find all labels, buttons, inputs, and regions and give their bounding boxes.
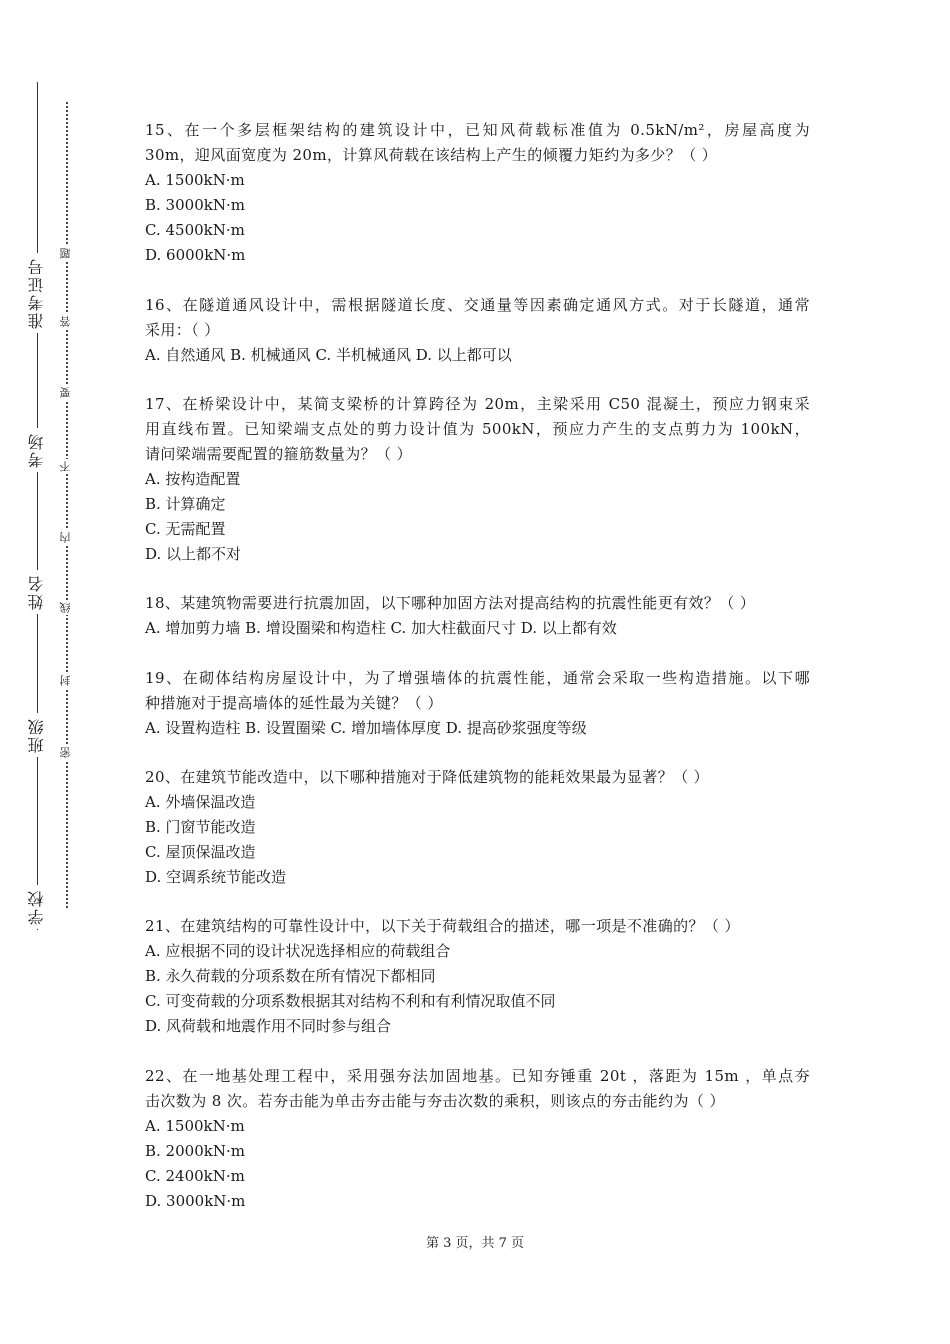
- seal-char: 密: [59, 747, 72, 758]
- question-text: 请问梁端需要配置的箍筋数量为？（ ）: [145, 445, 412, 463]
- question-text: 18、某建筑物需要进行抗震加固，以下哪种加固方法对提高结构的抗震性能更有效？（ ）: [145, 594, 756, 612]
- question-18: [145, 591, 810, 641]
- field-school-label: 学校: [22, 885, 52, 929]
- field-class-label: 班级: [22, 713, 52, 757]
- question-20: [145, 765, 810, 890]
- question-text: 17、在桥梁设计中，某简支梁桥的计算跨径为 20m，主梁采用 C50 混凝土，预应力钢束采: [145, 395, 810, 413]
- option-d: D. 3000kN·m: [145, 1192, 246, 1210]
- option-d: D. 空调系统节能改造: [145, 868, 287, 886]
- options-inline: A. 增加剪力墙 B. 增设圈梁和构造柱 C. 加大柱截面尺寸 D. 以上都有效: [145, 619, 617, 637]
- option-a: A. 1500kN·m: [145, 1117, 245, 1135]
- question-text: 采用：（ ）: [145, 321, 220, 339]
- question-15: [145, 118, 810, 268]
- seal-char: 题: [59, 248, 72, 259]
- question-text: 30m，迎风面宽度为 20m，计算风荷载在该结构上产生的倾覆力矩约为多少？（ ）: [145, 146, 718, 164]
- option-c: C. 屋顶保温改造: [145, 843, 256, 861]
- question-17: [145, 392, 810, 567]
- seal-char: 不: [59, 461, 72, 472]
- question-text: 21、在建筑结构的可靠性设计中，以下关于荷载组合的描述，哪一项是不准确的？（ ）: [145, 917, 740, 935]
- option-a: A. 应根据不同的设计状况选择相应的荷载组合: [145, 942, 451, 960]
- question-22: [145, 1064, 810, 1214]
- question-text: 击次数为 8 次。若夯击能为单击夯击能与夯击次数的乘积，则该点的夯击能约为（ ）: [145, 1092, 725, 1110]
- option-c: C. 无需配置: [145, 520, 226, 538]
- options-inline: A. 设置构造柱 B. 设置圈梁 C. 增加墙体厚度 D. 提高砂浆强度等级: [145, 719, 587, 737]
- option-a: A. 按构造配置: [145, 470, 241, 488]
- option-d: D. 6000kN·m: [145, 246, 246, 264]
- option-c: C. 4500kN·m: [145, 221, 245, 239]
- seal-char: 答: [59, 316, 72, 327]
- question-text: 用直线布置。已知梁端支点处的剪力设计值为 500kN，预应力产生的支点剪力为 100kN，: [145, 420, 810, 438]
- option-b: B. 门窗节能改造: [145, 818, 256, 836]
- seal-char: 内: [59, 532, 72, 543]
- question-16: [145, 293, 810, 368]
- seal-char: 封: [59, 675, 72, 686]
- question-19: [145, 666, 810, 741]
- seal-char: 要: [59, 387, 72, 398]
- option-c: C. 2400kN·m: [145, 1167, 245, 1185]
- question-text: 22、在一地基处理工程中，采用强夯法加固地基。已知夯锤重 20t ，落距为 15m ，单点夯: [145, 1067, 810, 1085]
- page-number: 第 3 页，共 7 页: [425, 1236, 525, 1251]
- option-d: D. 风荷载和地震作用不同时参与组合: [145, 1017, 392, 1035]
- option-a: A. 1500kN·m: [145, 171, 245, 189]
- question-text: 15、在一个多层框架结构的建筑设计中，已知风荷载标准值为 0.5kN/m²，房屋高度为: [145, 121, 810, 139]
- field-name-label: 姓名: [22, 570, 52, 614]
- option-b: B. 计算确定: [145, 495, 226, 513]
- question-21: [145, 914, 810, 1039]
- seal-char: 线: [59, 602, 72, 613]
- option-b: B. 3000kN·m: [145, 196, 245, 214]
- field-exam-room-label: 考场: [22, 428, 52, 472]
- option-b: B. 永久荷载的分项系数在所有情况下都相同: [145, 967, 436, 985]
- field-exam-id-label: 准考证号: [22, 253, 52, 333]
- question-text: 19、在砌体结构房屋设计中，为了增强墙体的抗震性能，通常会采取一些构造措施。以下哪: [145, 669, 810, 687]
- options-inline: A. 自然通风 B. 机械通风 C. 半机械通风 D. 以上都可以: [145, 346, 512, 364]
- question-text: 16、在隧道通风设计中，需根据隧道长度、交通量等因素确定通风方式。对于长隧道，通常: [145, 296, 810, 314]
- option-b: B. 2000kN·m: [145, 1142, 245, 1160]
- option-c: C. 可变荷载的分项系数根据其对结构不利和有利情况取值不同: [145, 992, 556, 1010]
- question-text: 20、在建筑节能改造中，以下哪种措施对于降低建筑物的能耗效果最为显著？（ ）: [145, 768, 710, 786]
- option-d: D. 以上都不对: [145, 545, 242, 563]
- option-a: A. 外墙保温改造: [145, 793, 256, 811]
- question-text: 种措施对于提高墙体的延性最为关键？（ ）: [145, 694, 443, 712]
